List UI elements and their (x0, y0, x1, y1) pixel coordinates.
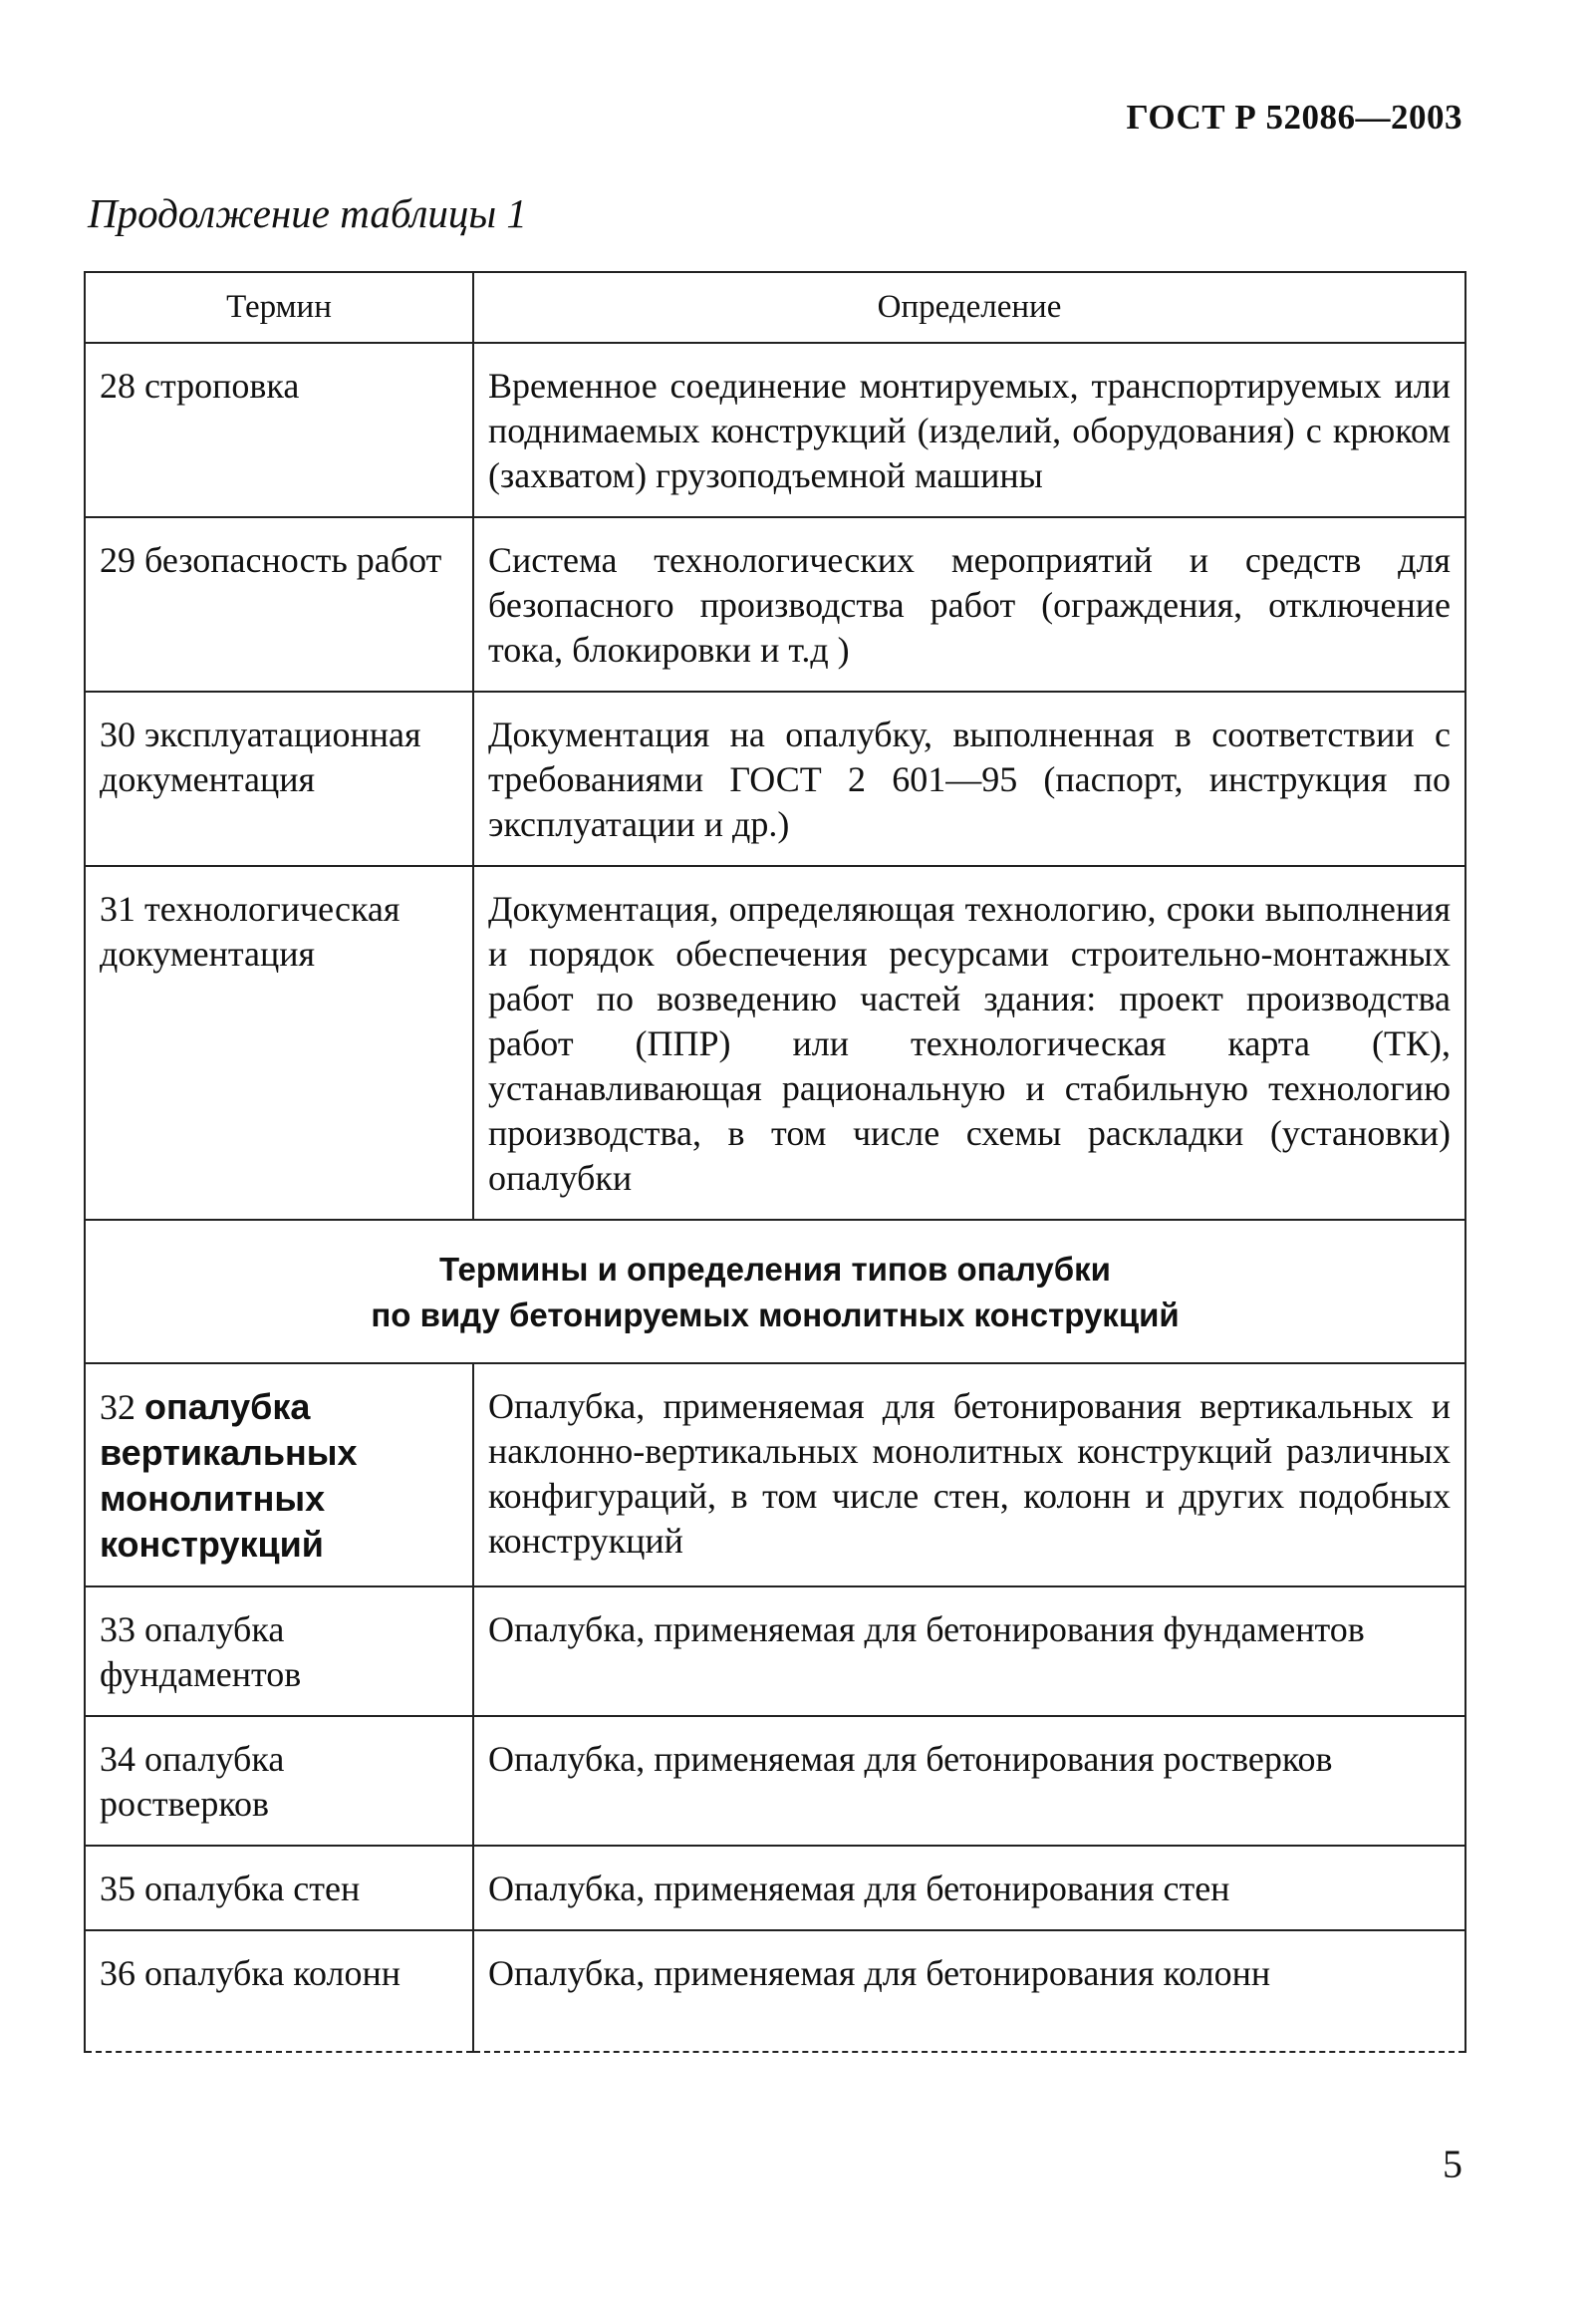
document-standard-header: ГОСТ Р 52086—2003 (1126, 98, 1463, 137)
term-cell: 34 опалубка ростверков (85, 1716, 473, 1846)
table-row (85, 1716, 1465, 1846)
terms-table (84, 271, 1466, 2053)
column-header-definition: Определение (473, 272, 1465, 343)
column-header-term: Термин (85, 272, 473, 343)
table-row (85, 517, 1465, 692)
definition-cell: Документация на опалубку, выполненная в соответствии с требованиями ГОСТ 2 601—95 (паспорт, инструкция по эксплуатации и др.) (473, 692, 1465, 866)
term-cell: 31 технологическая документация (85, 866, 473, 1220)
table-row (85, 1930, 1465, 2052)
term-cell: 28 строповка (85, 343, 473, 517)
section-heading (85, 1220, 1465, 1363)
section-heading-line-1: Термины и определения типов опалубки (439, 1251, 1111, 1288)
definition-cell: Документация, определяющая технологию, сроки выполнения и порядок обеспечения ресурсами строительно-монтажных работ по возведению частей здания: проект производства работ (ППР) или технологическая карта (ТК), устанавливающая рациональную и стабильную технологию производства, в том числе схемы раскладки (установки) опалубки (473, 866, 1465, 1220)
table-continuation-caption: Продолжение таблицы 1 (88, 190, 527, 236)
term-name-bold: опалубка вертикальных монолитных конструкций (100, 1386, 358, 1565)
term-cell: 36 опалубка колонн (85, 1930, 473, 2052)
definition-cell: Опалубка, применяемая для бетонирования фундаментов (473, 1586, 1465, 1716)
section-heading-line-2: по виду бетонируемых монолитных конструкций (371, 1296, 1180, 1333)
table-row (85, 1363, 1465, 1586)
term-cell: 29 безопасность работ (85, 517, 473, 692)
term-cell: 30 эксплуатационная документация (85, 692, 473, 866)
table-header-row (85, 272, 1465, 343)
term-number: 32 (100, 1387, 135, 1427)
page-number: 5 (1443, 2142, 1463, 2186)
definition-cell: Опалубка, применяемая для бетонирования стен (473, 1846, 1465, 1930)
definition-cell: Временное соединение монтируемых, транспортируемых или поднимаемых конструкций (изделий, оборудования) с крюком (захватом) грузоподъемной машины (473, 343, 1465, 517)
section-heading-row (85, 1220, 1465, 1363)
table-row (85, 866, 1465, 1220)
table-row (85, 692, 1465, 866)
definition-cell: Система технологических мероприятий и средств для безопасного производства работ (ограждения, отключение тока, блокировки и т.д ) (473, 517, 1465, 692)
definition-cell: Опалубка, применяемая для бетонирования колонн (473, 1930, 1465, 2052)
term-cell (85, 1363, 473, 1586)
definition-cell: Опалубка, применяемая для бетонирования вертикальных и наклонно-вертикальных монолитных конструкций различных конфигураций, в том числе стен, колонн и других подобных конструкций (473, 1363, 1465, 1586)
term-cell: 33 опалубка фундаментов (85, 1586, 473, 1716)
table-row (85, 1586, 1465, 1716)
table-row (85, 1846, 1465, 1930)
definition-cell: Опалубка, применяемая для бетонирования ростверков (473, 1716, 1465, 1846)
term-cell: 35 опалубка стен (85, 1846, 473, 1930)
table-row (85, 343, 1465, 517)
